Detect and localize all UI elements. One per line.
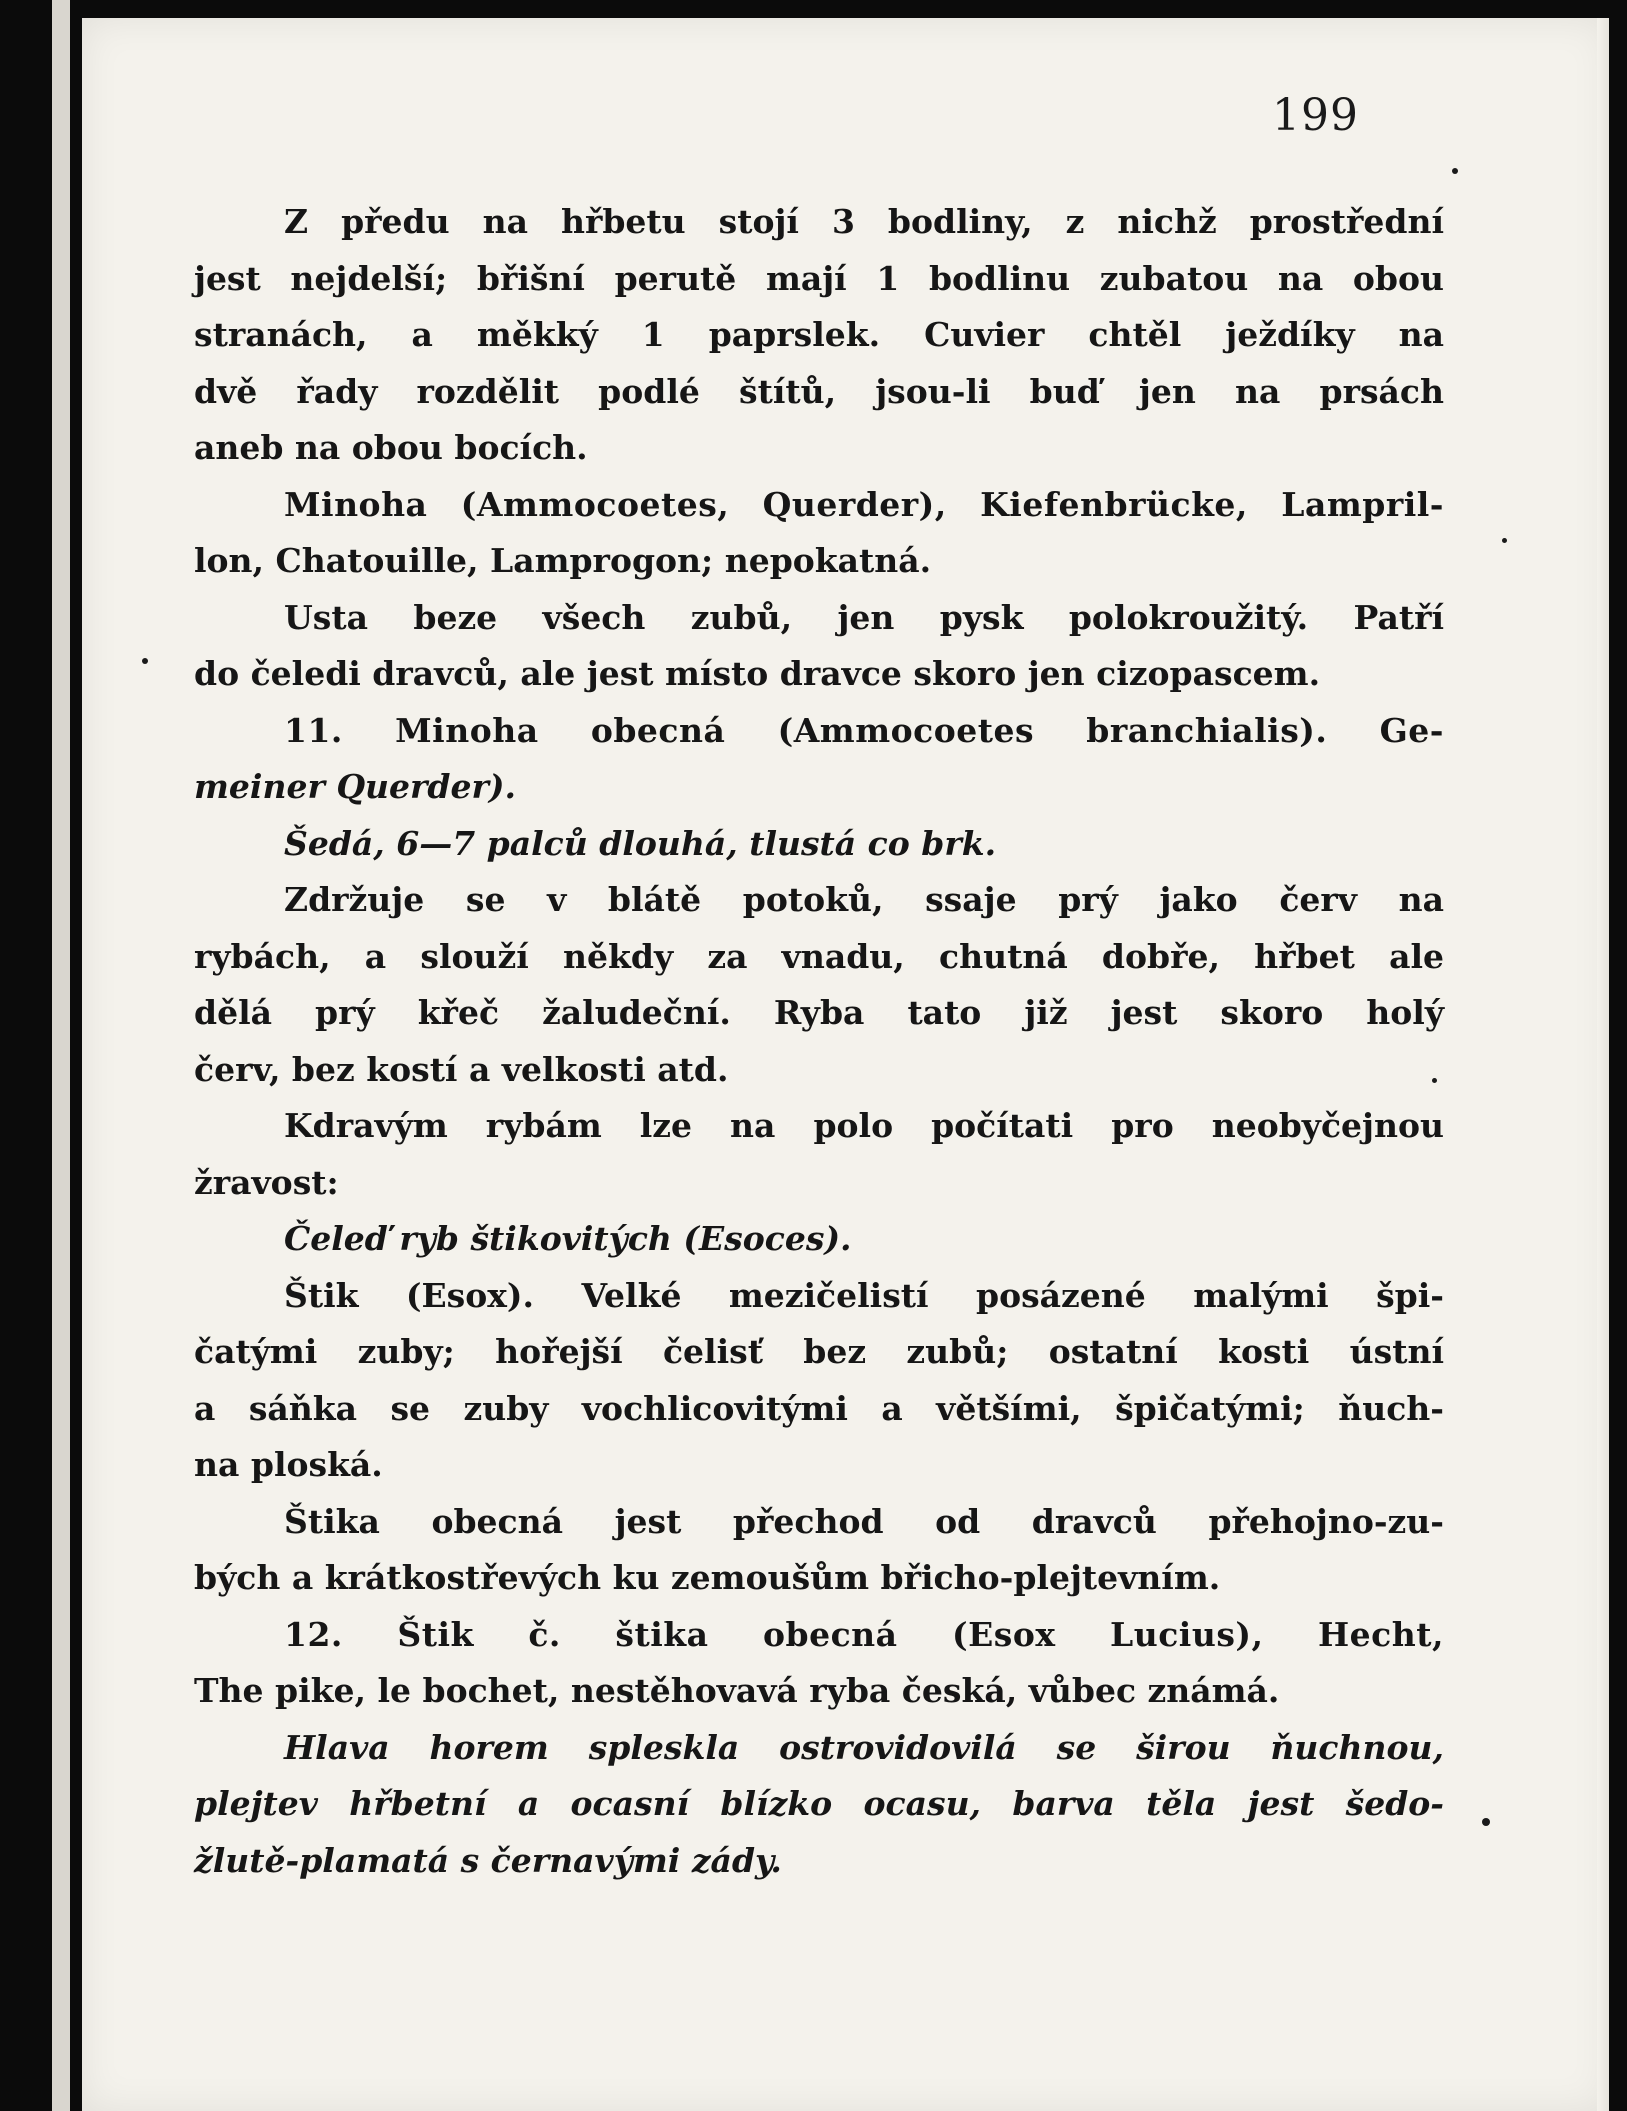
scan-speck: [1482, 1818, 1490, 1826]
binding-strip: [52, 0, 70, 2111]
book-page: [82, 18, 1609, 2111]
text-line: lon, Chatouille, Lamprogon; nepokatná.: [194, 541, 932, 580]
page-number: 199: [1272, 90, 1359, 141]
text-line: a sáňka se zuby vochlicovitými a většími, špičatými; ňuch-: [194, 1388, 1444, 1428]
scan-speck: [1502, 538, 1507, 543]
text-line: žravost:: [194, 1162, 339, 1202]
text-line: The pike, le bochet, nestěhovavá ryba česká, vůbec známá.: [194, 1671, 1280, 1710]
text-line: 12. Štik č. štika obecná (Esox Lucius), Hecht,: [284, 1614, 1444, 1654]
text-line: Minoha (Ammocoetes, Querder), Kiefenbrücke, Lampril-: [284, 484, 1444, 524]
text-line: dvě řady rozdělit podlé štítů, jsou-li buď jen na prsách: [194, 371, 1444, 411]
text-line: žlutě-plamatá s černavými zády.: [194, 1840, 782, 1880]
text-line: červ, bez kostí a velkosti atd.: [194, 1049, 729, 1089]
scan-speck: [1432, 1078, 1437, 1083]
scan-speck: [1452, 168, 1458, 174]
text-line: Kdravým rybám lze na polo počítati pro neobyčejnou: [284, 1106, 1444, 1145]
text-line: rybách, a slouží někdy za vnadu, chutná dobře, hřbet ale: [194, 936, 1444, 976]
section-heading: Čeleď ryb štikovitých (Esoces).: [284, 1219, 852, 1258]
text-line: plejtev hřbetní a ocasní blízko ocasu, barva těla jest šedo-: [194, 1784, 1444, 1823]
scan-speck: [142, 658, 148, 664]
page-edge: [1597, 18, 1609, 2111]
text-line: Šedá, 6—7 palců dlouhá, tlustá co brk.: [284, 823, 997, 863]
text-line: Štika obecná jest přechod od dravců přehojno-zu-: [284, 1501, 1444, 1541]
text-line: meiner Querder).: [194, 767, 516, 806]
text-line: Usta beze všech zubů, jen pysk polokroužitý. Patří: [284, 597, 1444, 637]
text-line: na ploská.: [194, 1445, 383, 1484]
text-line: Zdržuje se v blátě potoků, ssaje prý jako červ na: [284, 880, 1444, 919]
text-line: Hlava horem spleskla ostrovidovilá se širou ňuchnou,: [284, 1727, 1444, 1767]
text-line: do čeledi dravců, ale jest místo dravce skoro jen cizopascem.: [194, 654, 1321, 693]
text-line: aneb na obou bocích.: [194, 428, 588, 467]
text-line: dělá prý křeč žaludeční. Ryba tato již jest skoro holý: [194, 993, 1444, 1032]
text-line: jest nejdelší; břišní perutě mají 1 bodlinu zubatou na obou: [194, 258, 1444, 298]
text-line: 11. Minoha obecná (Ammocoetes branchialis). Ge-: [284, 710, 1444, 750]
text-line: čatými zuby; hořejší čelisť bez zubů; ostatní kosti ústní: [194, 1332, 1444, 1371]
text-line: Štik (Esox). Velké mezičelistí posázené malými špi-: [284, 1275, 1444, 1315]
text-line: stranách, a měkký 1 paprslek. Cuvier chtěl ježdíky na: [194, 315, 1444, 354]
page-text: [194, 194, 1444, 1889]
text-line: Z předu na hřbetu stojí 3 bodliny, z nichž prostřední: [284, 202, 1444, 241]
text-line: bých a krátkostřevých ku zemoušům břicho-plejtevním.: [194, 1558, 1221, 1597]
